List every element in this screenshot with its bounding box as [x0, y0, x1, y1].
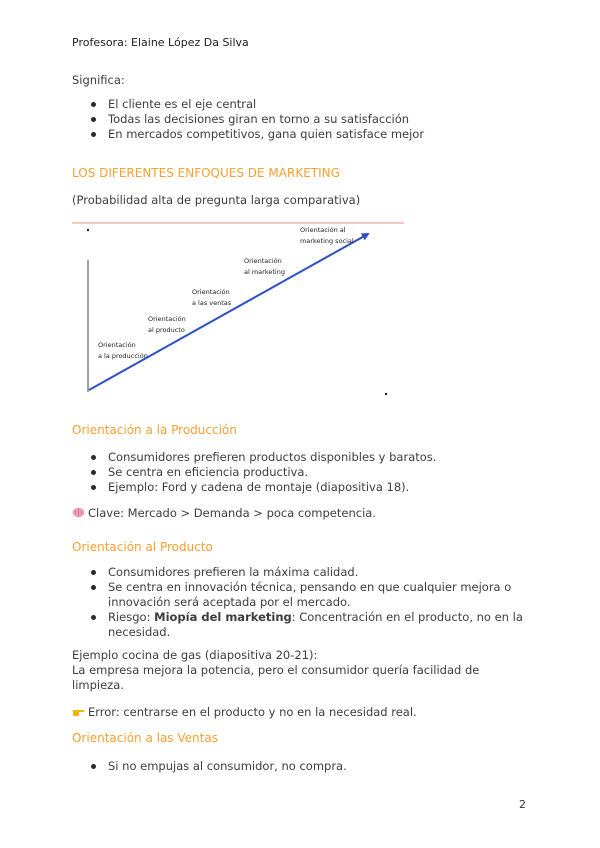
diagram-label-ventas: Orientación a las ventas: [192, 288, 232, 307]
list-item: Consumidores prefieren productos disponibles y baratos.: [72, 450, 436, 465]
diagram-label-producto: Orientación al producto: [148, 315, 186, 334]
list-item: El cliente es el eje central: [72, 97, 424, 112]
section-heading-producto: Orientación al Producto: [72, 540, 213, 554]
diagram-arrow: [89, 234, 368, 390]
diagram-svg: [72, 220, 412, 400]
producto-error: Error: centrarse en el producto y no en la necesidad real.: [72, 705, 417, 720]
list-item: Consumidores prefieren la máxima calidad.: [72, 565, 523, 580]
diagram-label-marketing-social: Orientación al marketing social: [300, 226, 354, 245]
list-item: Riesgo: Miopía del marketing: Concentración en el producto, no en la necesidad.: [72, 610, 523, 640]
producto-example: Ejemplo cocina de gas (diapositiva 20-21): La empresa mejora la potencia, pero el consumidor quería facilidad de limpieza.: [72, 648, 480, 692]
significa-list: [72, 97, 424, 142]
section-heading-ventas: Orientación a las Ventas: [72, 731, 218, 745]
section-heading-produccion: Orientación a la Producción: [72, 423, 237, 437]
diagram-label-produccion: Orientación a la producción: [98, 341, 148, 360]
diagram-dot: [385, 393, 387, 395]
pointing-hand-icon: [72, 706, 85, 717]
diagram-label-marketing: Orientación al marketing: [244, 257, 285, 276]
brain-icon: [72, 507, 85, 518]
enfoques-note: (Probabilidad alta de pregunta larga comparativa): [72, 193, 361, 207]
significa-label: Significa:: [72, 73, 125, 87]
ventas-list: [72, 759, 347, 774]
list-item: Se centra en innovación técnica, pensando en que cualquier mejora o innovación será aceptada por el mercado.: [72, 580, 523, 610]
page-number: 2: [519, 798, 526, 811]
section-heading-enfoques: LOS DIFERENTES ENFOQUES DE MARKETING: [72, 166, 340, 180]
marketing-orientations-diagram: [72, 220, 412, 400]
list-item: Ejemplo: Ford y cadena de montaje (diapositiva 18).: [72, 480, 436, 495]
produccion-key: Clave: Mercado > Demanda > poca competencia.: [72, 506, 376, 521]
produccion-list: [72, 450, 436, 495]
list-item: Todas las decisiones giran en torno a su satisfacción: [72, 112, 424, 127]
producto-list: [72, 565, 523, 640]
page-header: Profesora: Elaine López Da Silva: [72, 36, 249, 49]
list-item: Si no empujas al consumidor, no compra.: [72, 759, 347, 774]
diagram-dot: [87, 229, 89, 231]
list-item: Se centra en eficiencia productiva.: [72, 465, 436, 480]
list-item: En mercados competitivos, gana quien satisface mejor: [72, 127, 424, 142]
